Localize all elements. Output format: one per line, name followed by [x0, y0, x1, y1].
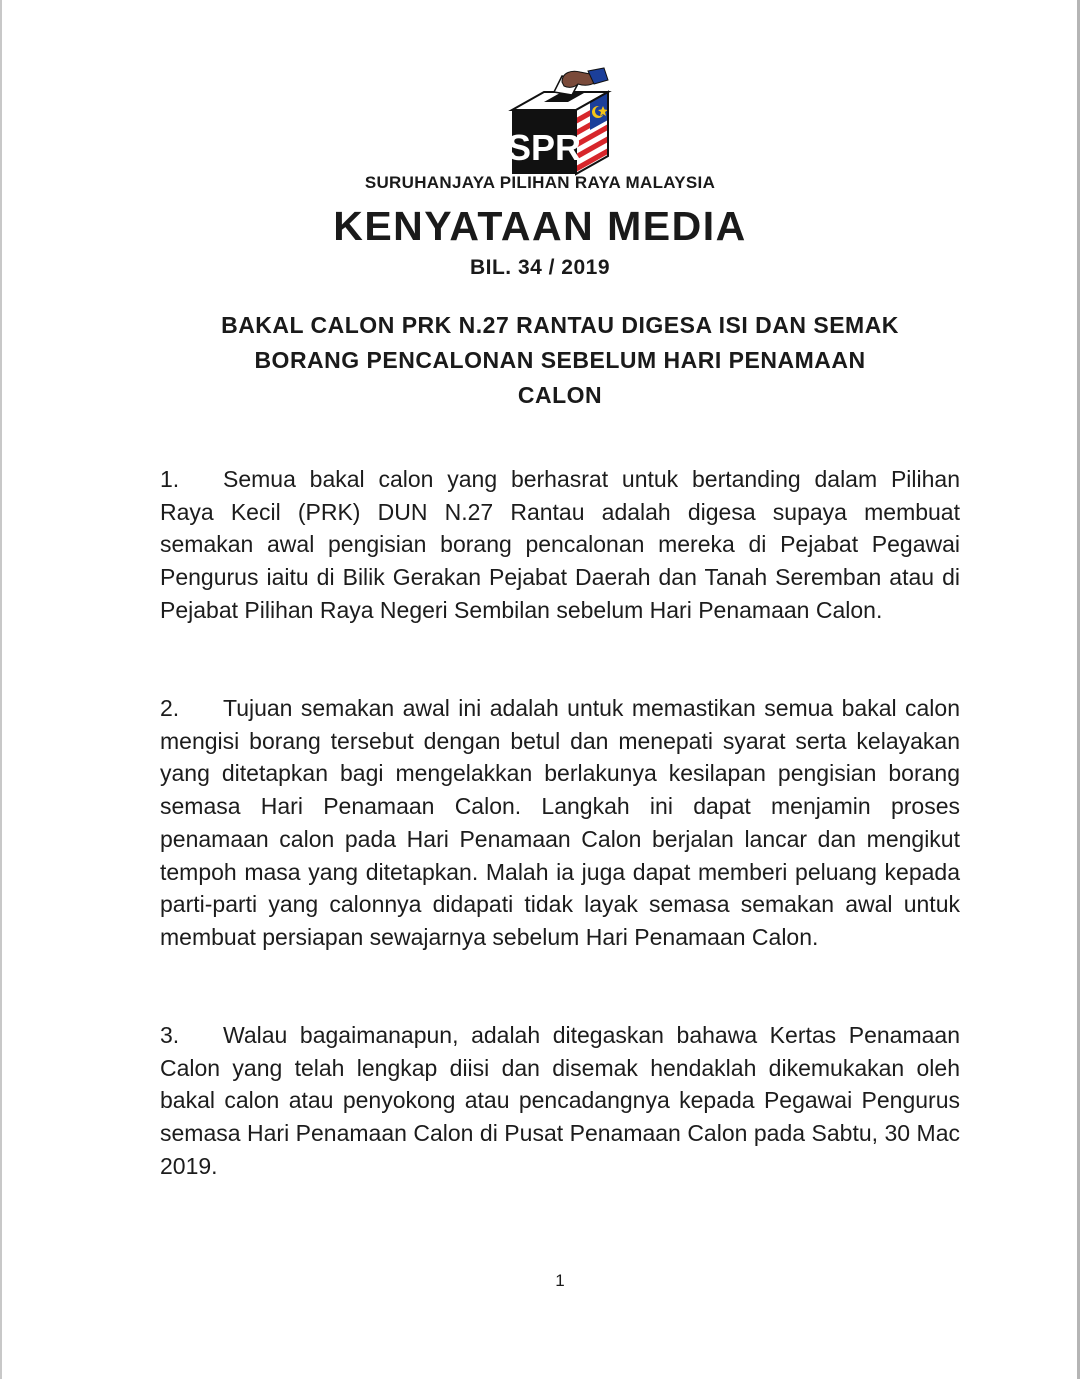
headline-line: BAKAL CALON PRK N.27 RANTAU DIGESA ISI DAN SEMAK — [221, 312, 899, 338]
paragraph-number: 1. — [160, 466, 180, 492]
document-title: KENYATAAN MEDIA — [333, 203, 747, 249]
paragraph-2 — [160, 692, 960, 954]
organization-name: SURUHANJAYA PILIHAN RAYA MALAYSIA — [364, 173, 716, 192]
logo-text: SPR — [506, 127, 582, 168]
paragraph-number: 3. — [160, 1022, 180, 1048]
page-number: 1 — [555, 1271, 565, 1290]
paragraph-text: Semua bakal calon yang berhasrat untuk bertanding dalam Pilihan Raya Kecil (PRK) DUN N.27 Rantau adalah digesa supaya membuat semakan awal pengisian borang pencalonan mereka di Pejabat Pegawai Pengurus iaitu di Bilik Gerakan Pejabat Daerah dan Tanah Seremban atau di Pejabat Pilihan Raya Negeri Sembilan sebelum Hari Penamaan Calon. — [160, 466, 960, 623]
headline — [150, 308, 970, 413]
paragraph-text: Walau bagaimanapun, adalah ditegaskan bahawa Kertas Penamaan Calon yang telah lengkap diisi dan disemak hendaklah dikemukakan oleh bakal calon atau penyokong atau pencadangnya kepada Pegawai Pengurus semasa Hari Penamaan Calon di Pusat Penamaan Calon pada Sabtu, 30 Mac 2019. — [160, 1022, 960, 1179]
paragraph-text: Tujuan semakan awal ini adalah untuk memastikan semua bakal calon mengisi borang tersebut dengan betul dan menepati syarat serta kelayakan yang ditetapkan bagi mengelakkan berlakunya kesilapan pengisian borang semasa Hari Penamaan Calon. Langkah ini dapat menjamin proses penamaan calon pada Hari Penamaan Calon berjalan lancar dan mengikut tempoh masa yang ditetapkan. Malah ia juga dapat memberi peluang kepada parti-parti yang calonnya didapati tidak layak semasa semakan awal untuk membuat persiapan sewajarnya sebelum Hari Penamaan Calon. — [160, 695, 960, 950]
headline-line: BORANG PENCALONAN SEBELUM HARI PENAMAAN — [254, 347, 866, 373]
paragraph-3 — [160, 1019, 960, 1183]
spr-logo-icon — [500, 62, 620, 180]
document-number: BIL. 34 / 2019 — [469, 256, 611, 279]
paragraph-number: 2. — [160, 695, 180, 721]
headline-line: CALON — [517, 382, 603, 408]
paragraph-1 — [160, 463, 960, 627]
